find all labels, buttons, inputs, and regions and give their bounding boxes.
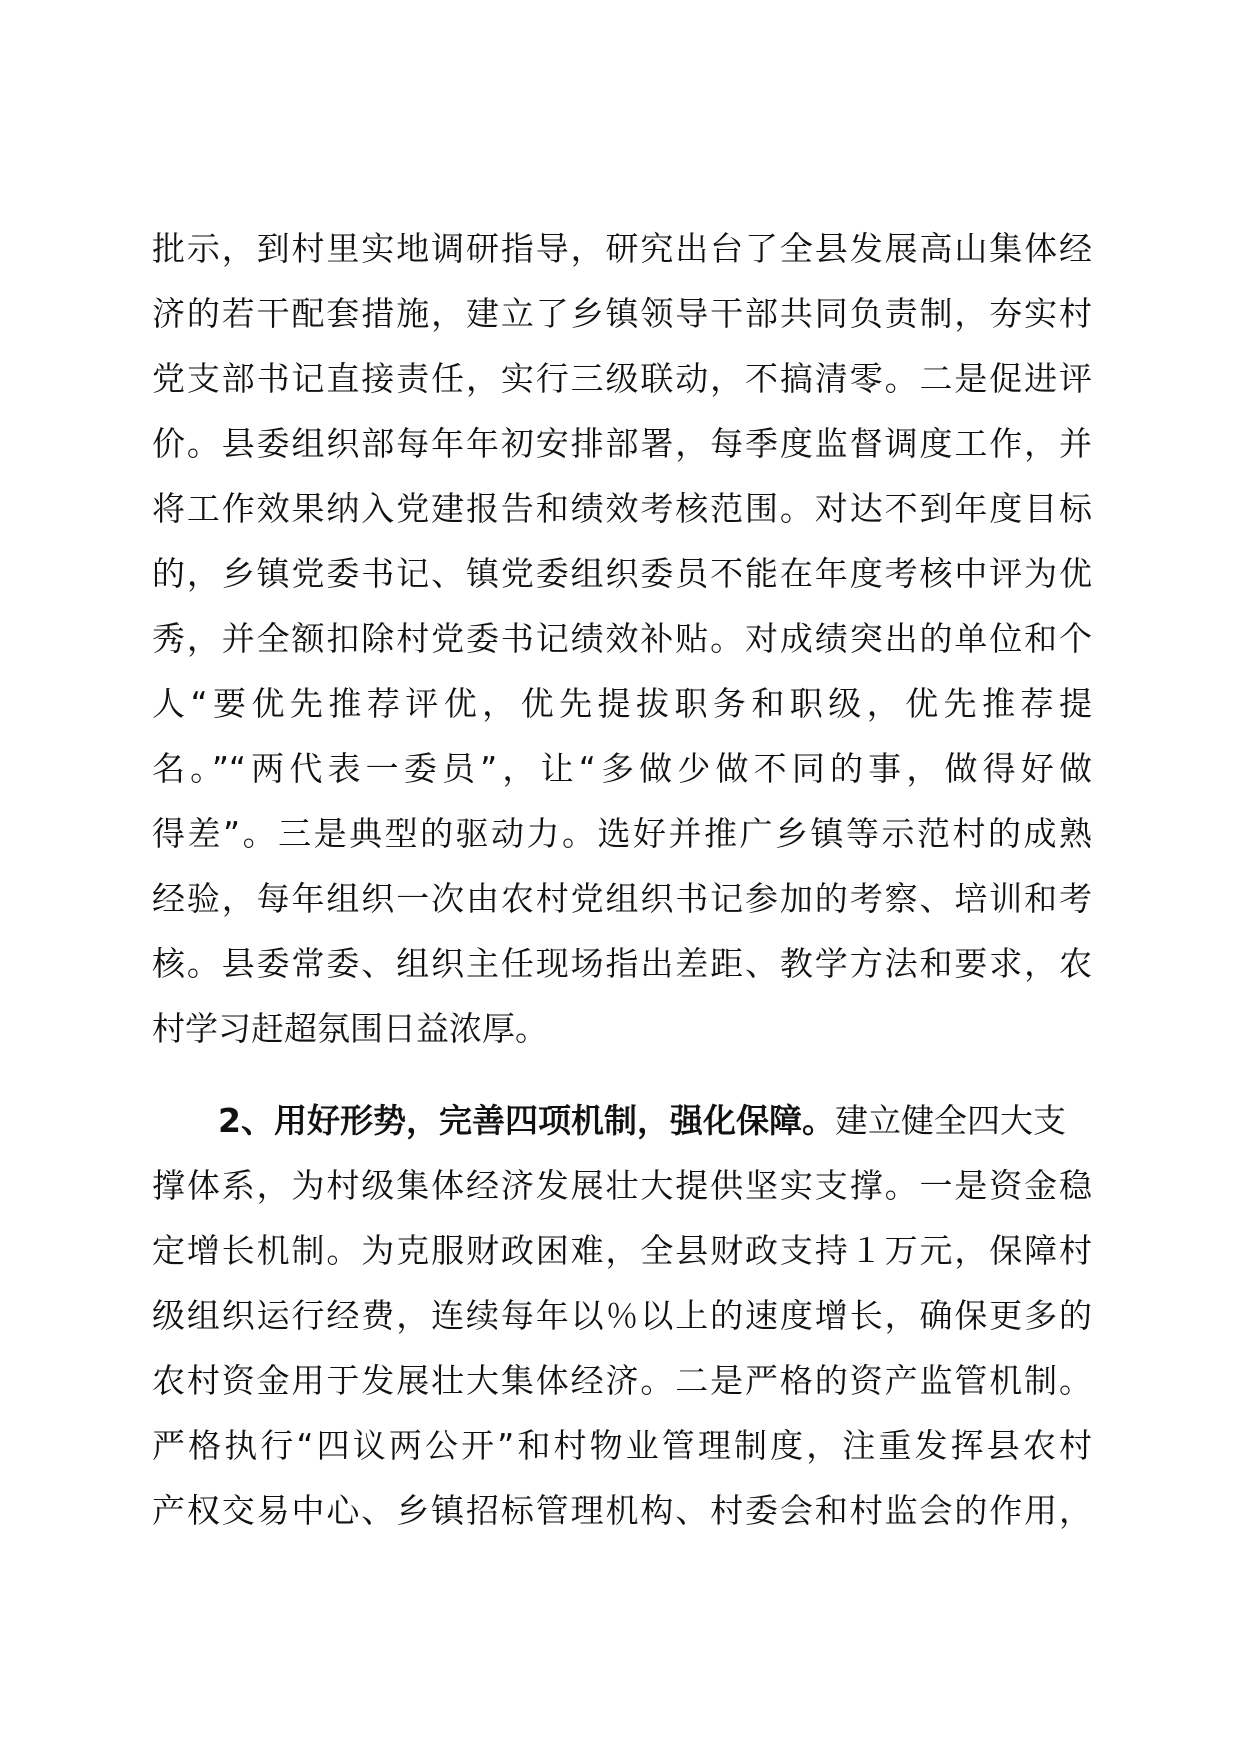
paragraph-line: 农村资金用于发展壮大集体经济。二是严格的资产监管机制。 xyxy=(152,1361,1092,1400)
paragraph-line: 价。县委组织部每年年初安排部署，每季度监督调度工作，并 xyxy=(152,424,1092,463)
paragraph-line: 严格执行“四议两公开”和村物业管理制度，注重发挥县农村 xyxy=(152,1426,1092,1465)
paragraph-line: 级组织运行经费，连续每年以％以上的速度增长，确保更多的 xyxy=(152,1296,1092,1335)
body-paragraph-2 xyxy=(152,1088,1092,1543)
section-heading: 2、用好形势，完善四项机制，强化保障。 xyxy=(218,1101,835,1140)
paragraph-line: 名。”“两代表一委员”，让“多做少做不同的事，做得好做 xyxy=(152,749,1092,788)
paragraph-line: 定增长机制。为克服财政困难，全县财政支持１万元，保障村 xyxy=(152,1231,1092,1270)
paragraph-line: 核。县委常委、组织主任现场指出差距、教学方法和要求，农 xyxy=(152,944,1092,983)
body-paragraph-1 xyxy=(152,216,1092,1061)
paragraph-line: 得差”。三是典型的驱动力。选好并推广乡镇等示范村的成熟 xyxy=(152,814,1092,853)
paragraph-line: 撑体系，为村级集体经济发展壮大提供坚实支撑。一是资金稳 xyxy=(152,1166,1092,1205)
paragraph-first-line xyxy=(152,1088,1092,1153)
paragraph-line: 党支部书记直接责任，实行三级联动，不搞清零。二是促进评 xyxy=(152,359,1092,398)
paragraph-line: 产权交易中心、乡镇招标管理机构、村委会和村监会的作用， xyxy=(152,1491,1092,1530)
paragraph-line: 村学习赶超氛围日益浓厚。 xyxy=(152,1009,548,1048)
paragraph-line: 秀，并全额扣除村党委书记绩效补贴。对成绩突出的单位和个 xyxy=(152,619,1092,658)
paragraph-line: 的，乡镇党委书记、镇党委组织委员不能在年度考核中评为优 xyxy=(152,554,1092,593)
paragraph-line-rest: 建立健全四大支 xyxy=(834,1101,1066,1140)
paragraph-line: 批示，到村里实地调研指导，研究出台了全县发展高山集体经 xyxy=(152,229,1092,268)
paragraph-line: 将工作效果纳入党建报告和绩效考核范围。对达不到年度目标 xyxy=(152,489,1092,528)
paragraph-line: 人“要优先推荐评优，优先提拔职务和职级，优先推荐提 xyxy=(152,684,1092,723)
paragraph-line: 济的若干配套措施，建立了乡镇领导干部共同负责制，夯实村 xyxy=(152,294,1092,333)
paragraph-line: 经验，每年组织一次由农村党组织书记参加的考察、培训和考 xyxy=(152,879,1092,918)
